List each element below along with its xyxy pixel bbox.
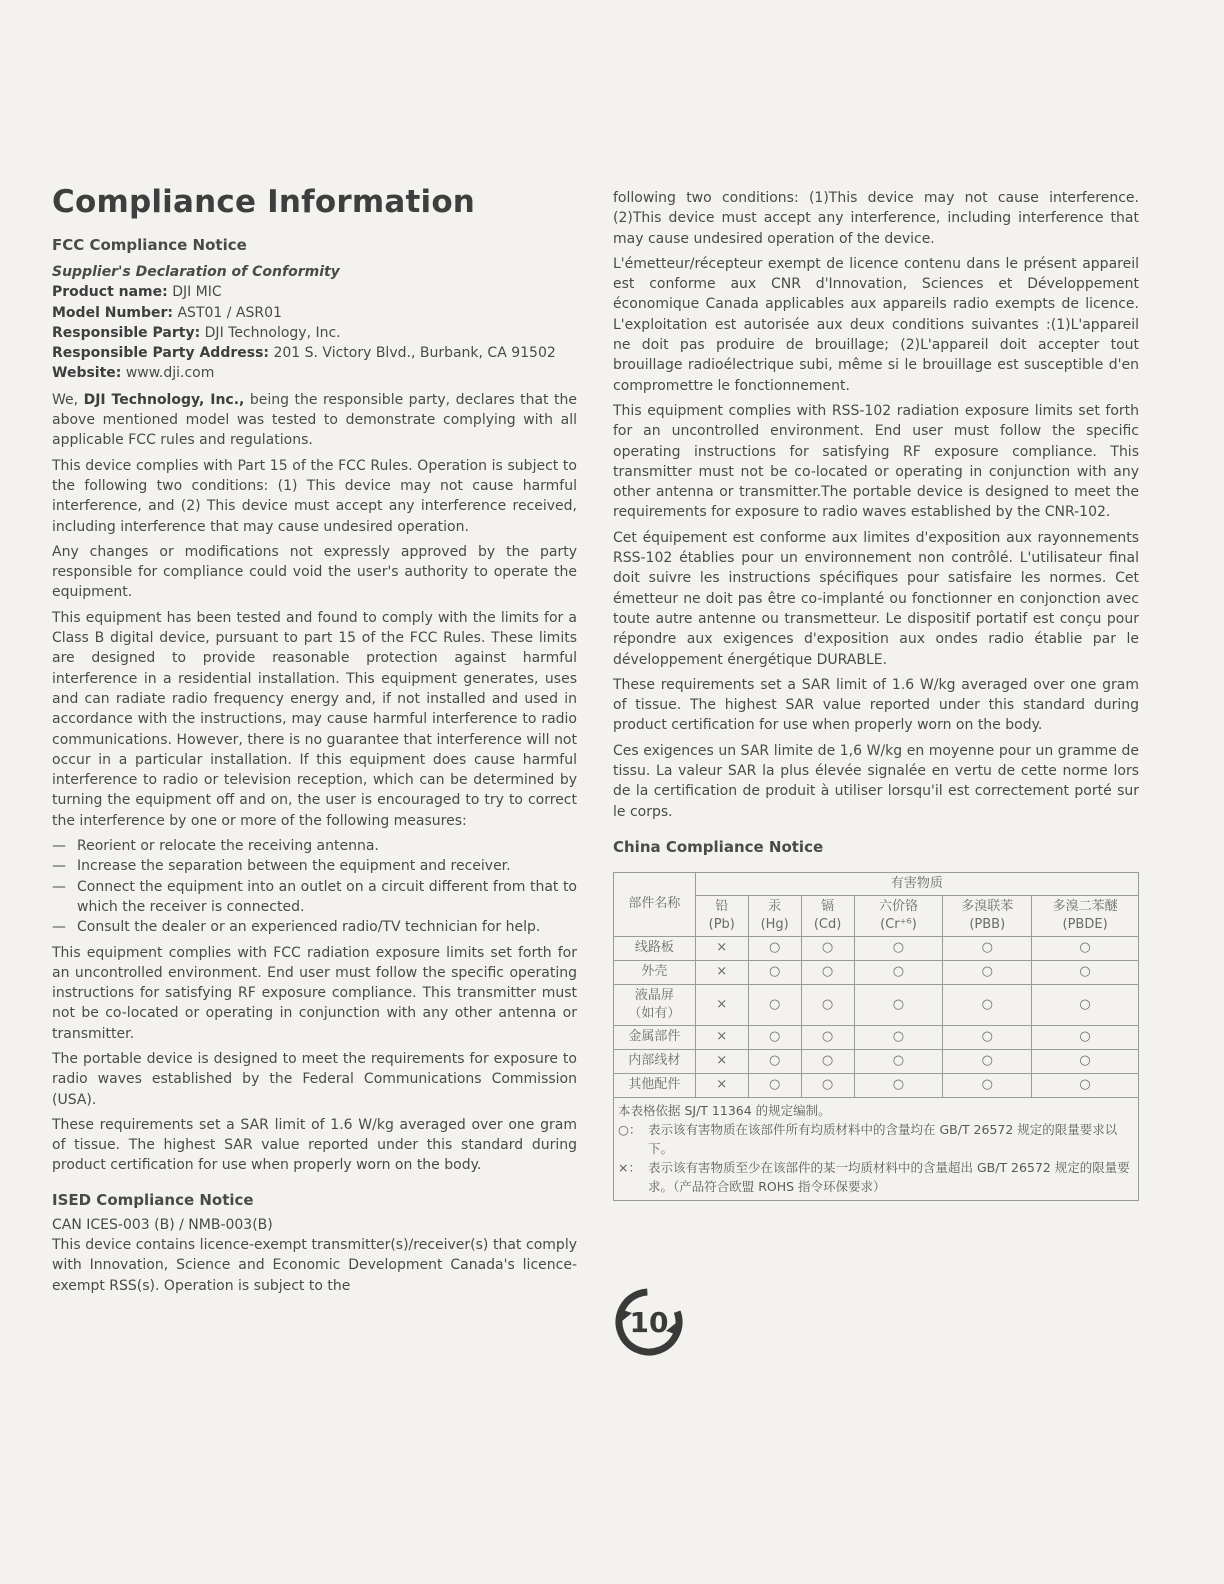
- mark-cell: ○: [748, 1049, 801, 1073]
- licence-paragraph-fr: L'émetteur/récepteur exempt de licence contenu dans le présent appareil est conforme aux CNR d'Innovation, Sciences et Développement économique Canada applicables aux appareils radio exempts de licence. L'exploitation est autorisée aux deux conditions suivantes :(1)L'appareil ne doit pas produire de brouillage; (2)L'appareil doit accepter tout brouillage radioélectrique subi, même si le brouillage est susceptible d'en compromettre le fonctionnement.: [613, 255, 1139, 394]
- mark-cell: ○: [943, 984, 1032, 1025]
- ised-sar-paragraph: These requirements set a SAR limit of 1.6 W/kg averaged over one gram of tissue. The highest SAR value reported under this standard during product certification for use when properly worn on the body.: [613, 676, 1139, 734]
- note-cross-symbol: ×：: [618, 1159, 641, 1175]
- table-row: [614, 1073, 1139, 1097]
- part-name-header: 部件名称: [614, 872, 696, 936]
- portable-device-paragraph: The portable device is designed to meet the requirements for exposure to radio waves established by the Federal Communications Commission (USA).: [52, 1050, 577, 1108]
- mark-cell: ○: [854, 936, 943, 960]
- mark-cell: ×: [695, 1073, 748, 1097]
- efup-10-logo-icon: [614, 1287, 684, 1357]
- table-row: [614, 960, 1139, 984]
- fcc-heading: FCC Compliance Notice: [52, 236, 247, 254]
- logo-number: 10: [629, 1306, 669, 1339]
- website-line: [52, 363, 577, 383]
- mark-cell: ○: [1032, 984, 1139, 1025]
- measures-list: [52, 836, 577, 937]
- note-circle: [618, 1120, 1138, 1158]
- changes-paragraph: Any changes or modifications not expressly approved by the party responsible for compliance could void the user's authority to operate the equipment.: [52, 543, 577, 601]
- ised-heading: ISED Compliance Notice: [52, 1190, 254, 1209]
- right-column: [613, 188, 1139, 1201]
- mark-cell: ○: [801, 1049, 854, 1073]
- mark-cell: ○: [1032, 960, 1139, 984]
- mark-cell: ○: [801, 936, 854, 960]
- table-row: [614, 1049, 1139, 1073]
- mark-cell: ○: [854, 1073, 943, 1097]
- mark-cell: ○: [1032, 1073, 1139, 1097]
- table-notes: [613, 1098, 1139, 1201]
- licence-paragraph: This device contains licence-exempt transmitter(s)/receiver(s) that comply with Innovation, Science and Economic Development Canada's licence-exempt RSS(s). Operation is subject to the: [52, 1237, 577, 1294]
- substance-header: 六价铬 (Cr⁺⁶): [854, 895, 943, 936]
- mark-cell: ○: [943, 1073, 1032, 1097]
- responsible-address-value: 201 S. Victory Blvd., Burbank, CA 91502: [273, 345, 556, 362]
- left-column: [52, 184, 577, 1301]
- classb-paragraph: This equipment has been tested and found to comply with the limits for a Class B digital device, pursuant to part 15 of the FCC Rules. These limits are designed to provide reasonable protection against harmful interference in a residential installation. This equipment generates, uses and can radiate radio frequency energy and, if not installed and used in accordance with the instructions, may cause harmful interference to radio communications. However, there is no guarantee that interference will not occur in a particular installation. If this equipment does cause harmful interference to radio or television reception, which can be determined by turning the equipment off and on, the user is encouraged to try to correct the interference by one or more of the following measures:: [52, 609, 577, 829]
- note-basis: 本表格依据 SJ/T 11364 的规定编制。: [618, 1102, 831, 1118]
- declaration-paragraph: [52, 390, 577, 451]
- hazard-table: [613, 872, 1139, 1098]
- mark-cell: ○: [943, 960, 1032, 984]
- part-cell: 其他配件: [614, 1073, 696, 1097]
- table-header-row: [614, 872, 1139, 895]
- mark-cell: ×: [695, 984, 748, 1025]
- part15-paragraph: This device complies with Part 15 of the FCC Rules. Operation is subject to the following two conditions: (1) This device may not cause harmful interference, and (2) This device must accept any interference received, including interference that may cause undesired operation.: [52, 457, 577, 535]
- sdoc-title: Supplier's Declaration of Conformity: [52, 264, 340, 280]
- mark-cell: ○: [943, 936, 1032, 960]
- mark-cell: ×: [695, 1049, 748, 1073]
- list-item: — Increase the separation between the equipment and receiver.: [52, 856, 577, 876]
- responsible-address-line: [52, 343, 577, 363]
- rss102-paragraph: This equipment complies with RSS-102 radiation exposure limits set forth for an uncontrolled environment. End user must follow the specific operating instructions for satisfying RF exposure compliance. This transmitter must not be co-located or operating in conjunction with any other antenna or transmitter.The portable device is designed to meet the requirements for exposure to radio waves established by the CNR-102.: [613, 402, 1139, 521]
- part-cell: 外壳: [614, 960, 696, 984]
- mark-cell: ○: [943, 1025, 1032, 1049]
- list-item: — Reorient or relocate the receiving antenna.: [52, 836, 577, 856]
- responsible-party-line: [52, 323, 577, 343]
- mark-cell: ○: [801, 960, 854, 984]
- ices-line: CAN ICES-003 (B) / NMB-003(B): [52, 1216, 273, 1233]
- mark-cell: ○: [801, 1025, 854, 1049]
- sar-paragraph: These requirements set a SAR limit of 1.6 W/kg averaged over one gram of tissue. The highest SAR value reported under this standard during product certification for use when properly worn on the body.: [52, 1116, 577, 1174]
- note-circle-symbol: ○：: [618, 1121, 642, 1137]
- note-circle-text: 表示该有害物质在该部件所有均质材料中的含量均在 GB/T 26572 规定的限量要求以下。: [648, 1121, 1118, 1156]
- mark-cell: ×: [695, 1025, 748, 1049]
- mark-cell: ○: [854, 960, 943, 984]
- responsible-address-label: Responsible Party Address:: [52, 345, 270, 362]
- mark-cell: ○: [943, 1049, 1032, 1073]
- list-item: — Consult the dealer or an experienced radio/TV technician for help.: [52, 917, 577, 937]
- sdoc-block: [52, 262, 577, 384]
- mark-cell: ○: [748, 1025, 801, 1049]
- responsible-party-value: DJI Technology, Inc.: [204, 324, 341, 341]
- declaration-company: DJI Technology, Inc.,: [83, 391, 245, 408]
- product-name-value: DJI MIC: [172, 284, 222, 301]
- page-title: Compliance Information: [52, 184, 476, 220]
- responsible-party-label: Responsible Party:: [52, 324, 201, 341]
- model-number-value: AST01 / ASR01: [177, 304, 282, 321]
- mark-cell: ×: [695, 960, 748, 984]
- declaration-prefix: We,: [52, 391, 79, 408]
- part-cell: 液晶屏 （如有）: [614, 984, 696, 1025]
- mark-cell: ○: [854, 1025, 943, 1049]
- table-row: [614, 1025, 1139, 1049]
- substance-header: 多溴联苯 (PBB): [943, 895, 1032, 936]
- mark-cell: ○: [801, 984, 854, 1025]
- declaration-text: being the responsible party, declares that the above mentioned model was tested to demonstrate complying with all applicable FCC rules and regulations.: [52, 391, 577, 449]
- model-number-line: [52, 303, 577, 323]
- mark-cell: ○: [1032, 936, 1139, 960]
- table-row: [614, 984, 1139, 1025]
- part-cell: 线路板: [614, 936, 696, 960]
- mark-cell: ○: [1032, 1049, 1139, 1073]
- mark-cell: ×: [695, 936, 748, 960]
- mark-cell: ○: [854, 984, 943, 1025]
- part-cell: 金属部件: [614, 1025, 696, 1049]
- product-name-line: [52, 282, 577, 302]
- mark-cell: ○: [748, 936, 801, 960]
- website-value: www.dji.com: [125, 365, 215, 382]
- hazard-header: 有害物质: [695, 872, 1138, 895]
- substance-header: 铅 (Pb): [695, 895, 748, 936]
- licence-paragraph-continued: following two conditions: (1)This device may not cause interference. (2)This device must accept any interference, including interference that may cause undesired operation of the device.: [613, 190, 1139, 247]
- mark-cell: ○: [854, 1049, 943, 1073]
- rss102-paragraph-fr: Cet équipement est conforme aux limites d'exposition aux rayonnements RSS-102 établies pour un environnement non contrôlé. L'utilisateur final doit suivre les instructions spécifiques pour satisfaire les normes. Cet émetteur ne doit pas être co-implanté ou fonctionner en conjonction avec toute autre antenne ou transmetteur. Le dispositif portatif est conçu pour répondre aux exigences d'exposition aux ondes radio établie par le développement énergétique DURABLE.: [613, 529, 1139, 668]
- table-row: [614, 936, 1139, 960]
- ised-sar-paragraph-fr: Ces exigences un SAR limite de 1,6 W/kg en moyenne pour un gramme de tissu. La valeur SAR la plus élevée signalée en vertu de cette norme lors de la certification de produit à utiliser lorsqu'il est correctement porté sur le corps.: [613, 742, 1139, 820]
- substance-header: 镉 (Cd): [801, 895, 854, 936]
- mark-cell: ○: [748, 1073, 801, 1097]
- china-heading: China Compliance Notice: [613, 837, 824, 856]
- substance-header: 多溴二苯醚 (PBDE): [1032, 895, 1139, 936]
- substance-header: 汞 (Hg): [748, 895, 801, 936]
- mark-cell: ○: [1032, 1025, 1139, 1049]
- website-label: Website:: [52, 365, 122, 382]
- part-cell: 内部线材: [614, 1049, 696, 1073]
- rf-exposure-paragraph: This equipment complies with FCC radiation exposure limits set forth for an uncontrolled environment. End user must follow the specific operating instructions for satisfying RF exposure compliance. This transmitter must not be co-located or operating in conjunction with any other antenna or transmitter.: [52, 944, 577, 1042]
- mark-cell: ○: [748, 960, 801, 984]
- mark-cell: ○: [748, 984, 801, 1025]
- note-cross-text: 表示该有害物质至少在该部件的某一均质材料中的含量超出 GB/T 26572 规定的限量要求。（产品符合欧盟 ROHS 指令环保要求）: [648, 1159, 1130, 1194]
- mark-cell: ○: [801, 1073, 854, 1097]
- list-item: — Connect the equipment into an outlet on a circuit different from that to which the receiver is connected.: [52, 877, 577, 918]
- product-name-label: Product name:: [52, 284, 168, 301]
- note-cross: [618, 1158, 1138, 1196]
- model-number-label: Model Number:: [52, 304, 174, 321]
